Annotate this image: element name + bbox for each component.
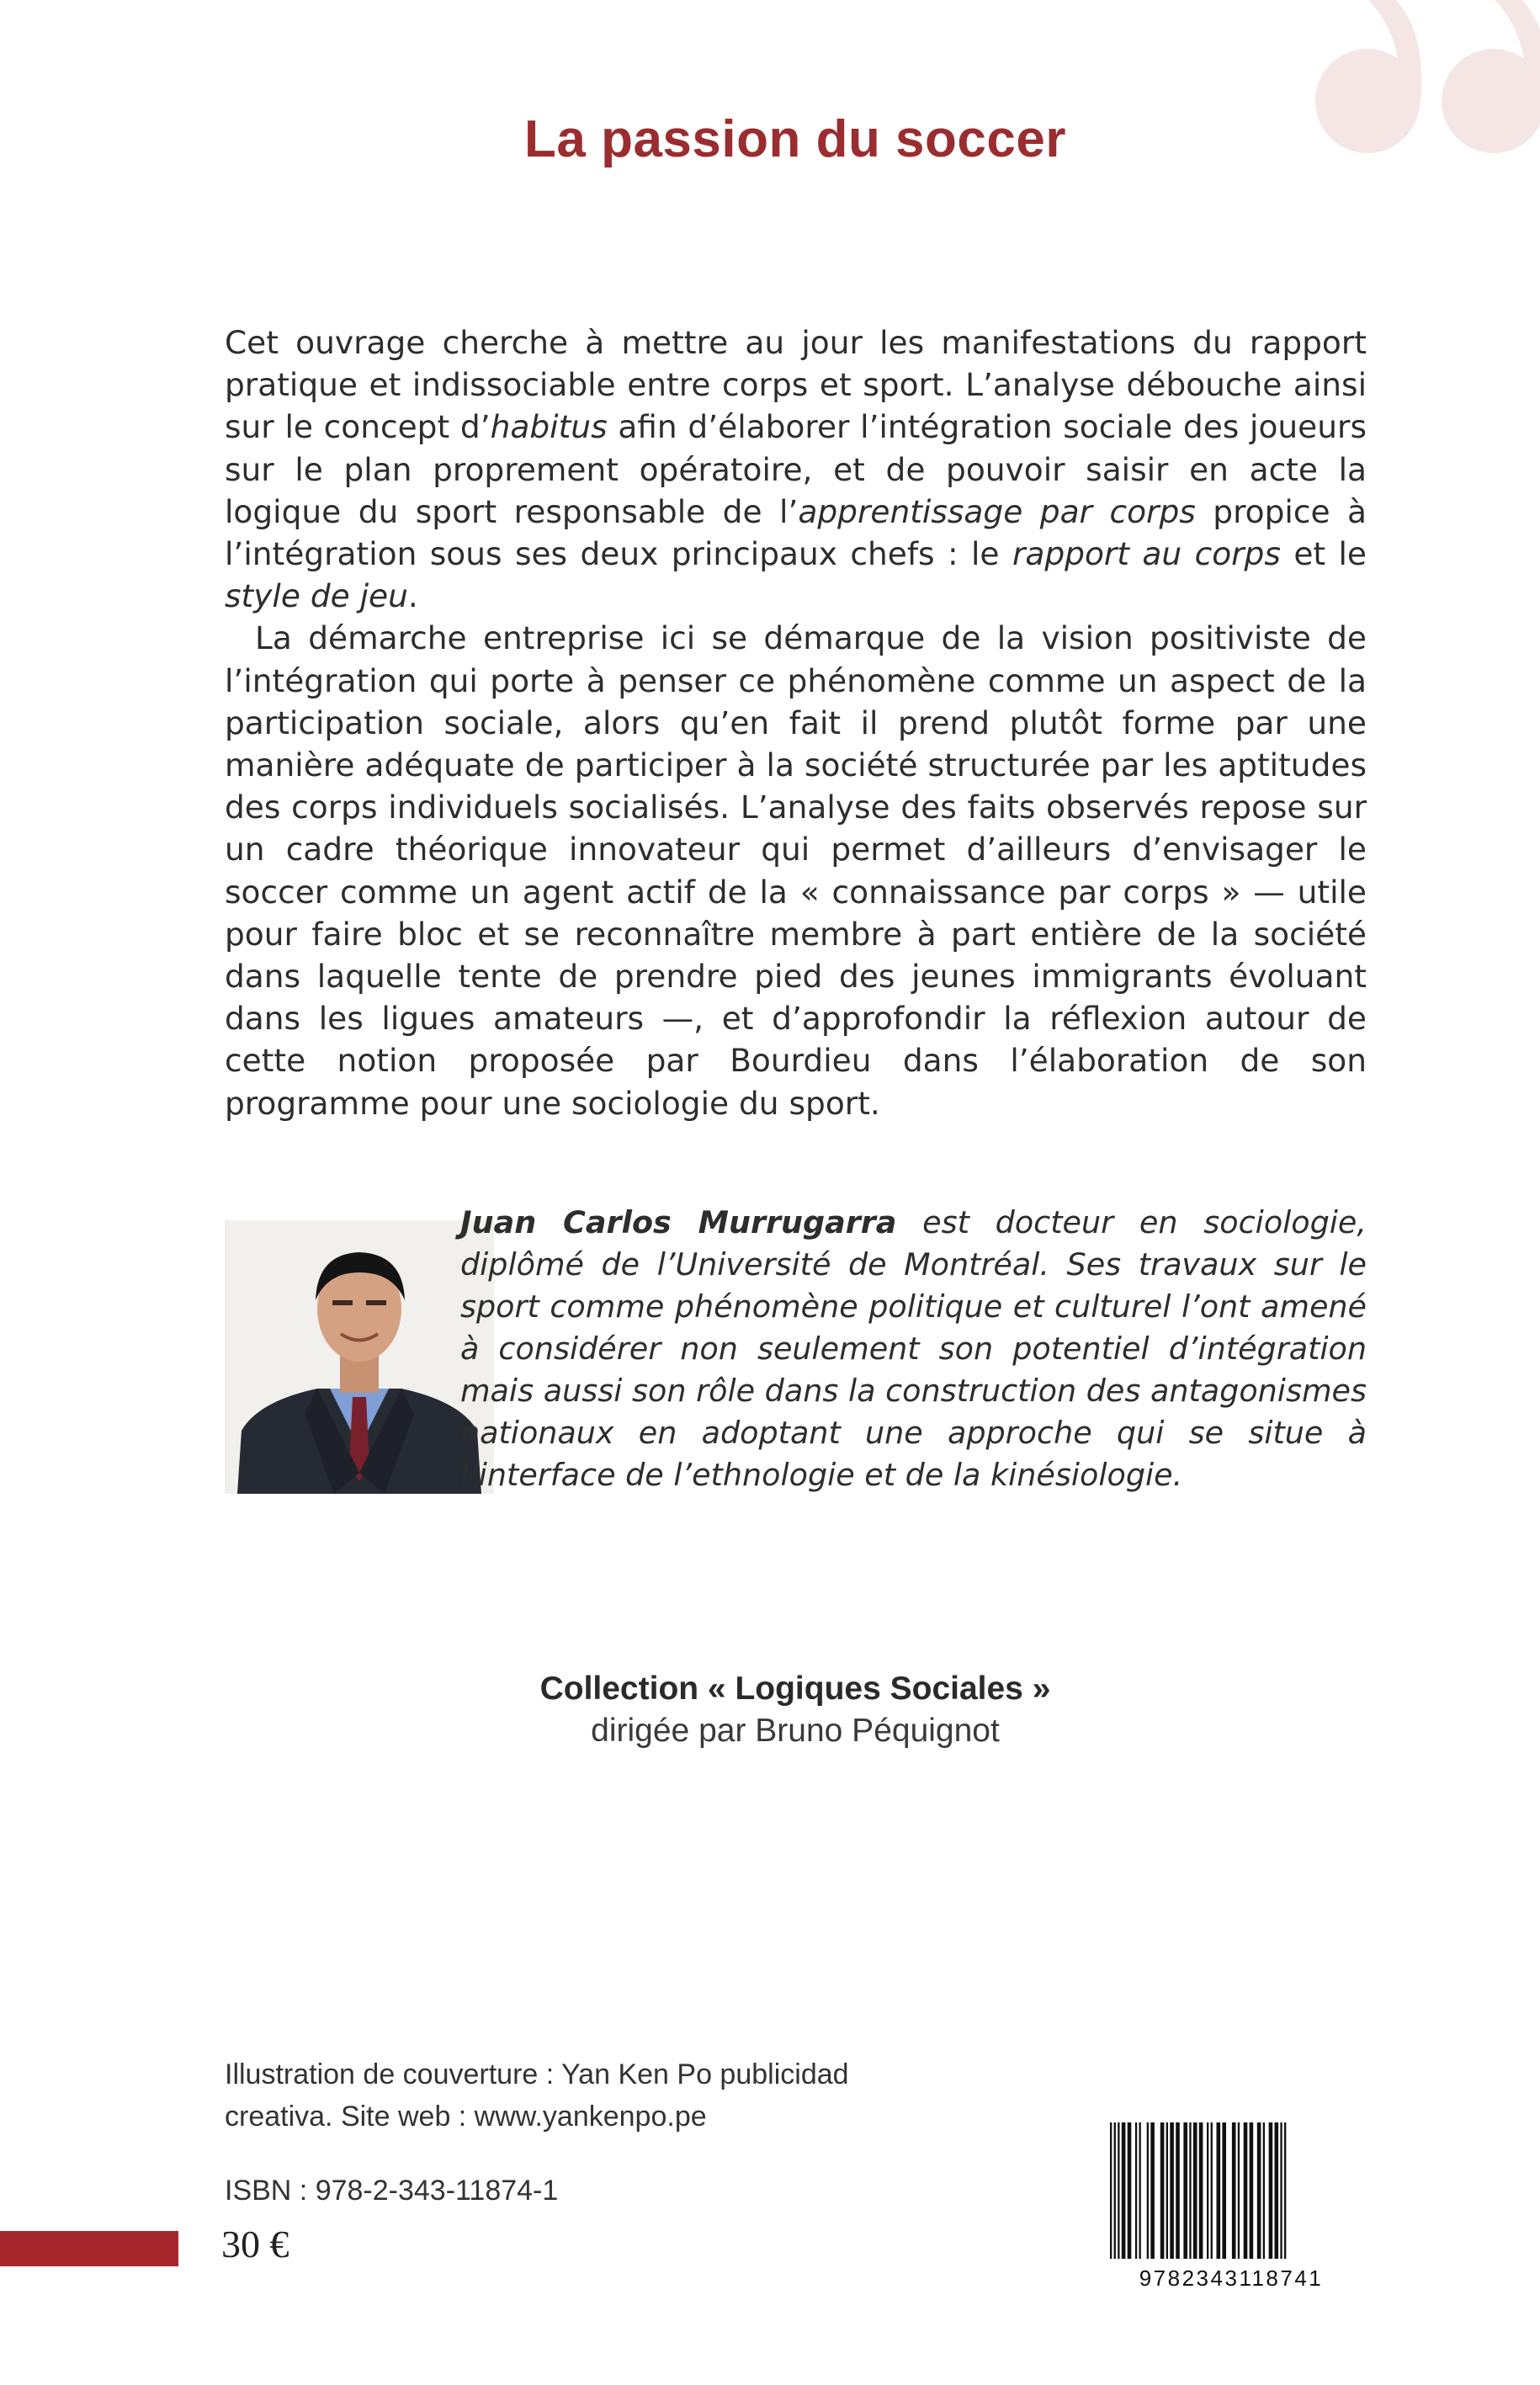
- author-bio: [460, 1202, 1367, 1496]
- barcode-bar: [1275, 2122, 1279, 2259]
- barcode-bar: [1160, 2122, 1165, 2259]
- barcode-bar: [1122, 2122, 1126, 2259]
- book-title: La passion du soccer: [524, 110, 1066, 168]
- barcode-bar: [1114, 2122, 1116, 2259]
- cover-credits: [225, 2053, 982, 2138]
- summary-paragraph-2: La démarche entreprise ici se démarque de la vision positiviste de l’intégration qui porte à penser ce phénomène comme un aspect de la participation sociale, alors qu’en fait il prend plutôt forme par une manière adéquate de participer à la société structurée par les aptitudes des corps individuels socialisés. L’analyse des faits observés repose sur un cadre théorique innovateur qui permet d’ailleurs d’envisager le soccer comme un agent actif de la « connaissance par corps » — utile pour faire bloc et se reconnaître membre à part entière de la société dans laquelle tente de prendre pied des jeunes immigrants évoluant dans les ligues amateurs —, et d’approfondir la réflexion autour de cette notion proposée par Bourdieu dans l’élaboration de son programme pour une sociologie du sport.: [225, 619, 1367, 1122]
- barcode-bar: [1280, 2122, 1282, 2259]
- summary-paragraph-1: Cet ouvrage cherche à mettre au jour les manifestations du rapport pratique et indissociable entre corps et sport. L’analyse débouche ainsi sur le concept d’habitus afin d’élaborer l’intégration sociale des joueurs sur le plan proprement opératoire, et de pouvoir saisir en acte la logique du sport responsable de l’apprentissage par corps propice à l’intégration sous ses deux principaux chefs : le rapport au corps et le style de jeu.: [225, 324, 1367, 615]
- barcode-bar: [1139, 2122, 1141, 2259]
- author-bio-text: est docteur en sociologie, diplômé de l’Université de Montréal. Ses travaux sur le sport comme phénomène politique et culturel l’ont amené à considérer non seulement son potentiel d’intégration mais aussi son rôle dans la construction des antagonismes nationaux en adoptant une approche qui se situe à l’interface de l’ethnologie et de la kinésiologie.: [460, 1204, 1367, 1493]
- barcode-bar: [1176, 2122, 1180, 2259]
- barcode-bar: [1183, 2122, 1187, 2259]
- barcode-number: 9782343118741: [1139, 2265, 1324, 2291]
- barcode-bar: [1269, 2122, 1273, 2259]
- barcode-bar: [1257, 2122, 1261, 2259]
- barcode-bar: [1147, 2122, 1149, 2259]
- barcode-bar: [1118, 2122, 1119, 2259]
- summary-text: [225, 321, 1367, 1124]
- barcode-bar: [1193, 2122, 1197, 2259]
- barcode-bar: [1238, 2122, 1240, 2259]
- author-photo: [225, 1220, 494, 1494]
- barcode-bar: [1207, 2122, 1208, 2259]
- barcode-bar: [1135, 2122, 1137, 2259]
- barcode-bar: [1150, 2122, 1155, 2259]
- barcode-bar: [1166, 2122, 1168, 2259]
- collection-director: dirigée par Bruno Péquignot: [591, 1713, 1000, 1749]
- barcode-bar: [1244, 2122, 1248, 2259]
- barcode-bar: [1232, 2122, 1236, 2259]
- credits-line-1: Illustration de couverture : Yan Ken Po publicidad: [225, 2058, 849, 2090]
- collection-info: [0, 1668, 1540, 1752]
- author-name: Juan Carlos Murrugarra: [460, 1204, 897, 1240]
- accent-bar: [0, 2231, 178, 2266]
- barcode-bar: [1170, 2122, 1174, 2259]
- barcode-bar: [1217, 2122, 1221, 2259]
- barcode-bar: [1284, 2122, 1286, 2259]
- barcode-bar: [1110, 2122, 1112, 2259]
- collection-name: Collection « Logiques Sociales »: [539, 1671, 1051, 1707]
- barcode-bar: [1128, 2122, 1132, 2259]
- barcode: [1105, 2119, 1357, 2292]
- barcode-bar: [1199, 2122, 1203, 2259]
- barcode-bar: [1222, 2122, 1226, 2259]
- barcode-bar: [1211, 2122, 1213, 2259]
- barcode-bar: [1250, 2122, 1254, 2259]
- barcode-bar: [1263, 2122, 1265, 2259]
- credits-line-2: creativa. Site web : www.yankenpo.pe: [225, 2101, 707, 2133]
- isbn: ISBN : 978-2-343-11874-1: [225, 2175, 559, 2207]
- price: 30 €: [221, 2223, 289, 2265]
- barcode-bar: [1189, 2122, 1191, 2259]
